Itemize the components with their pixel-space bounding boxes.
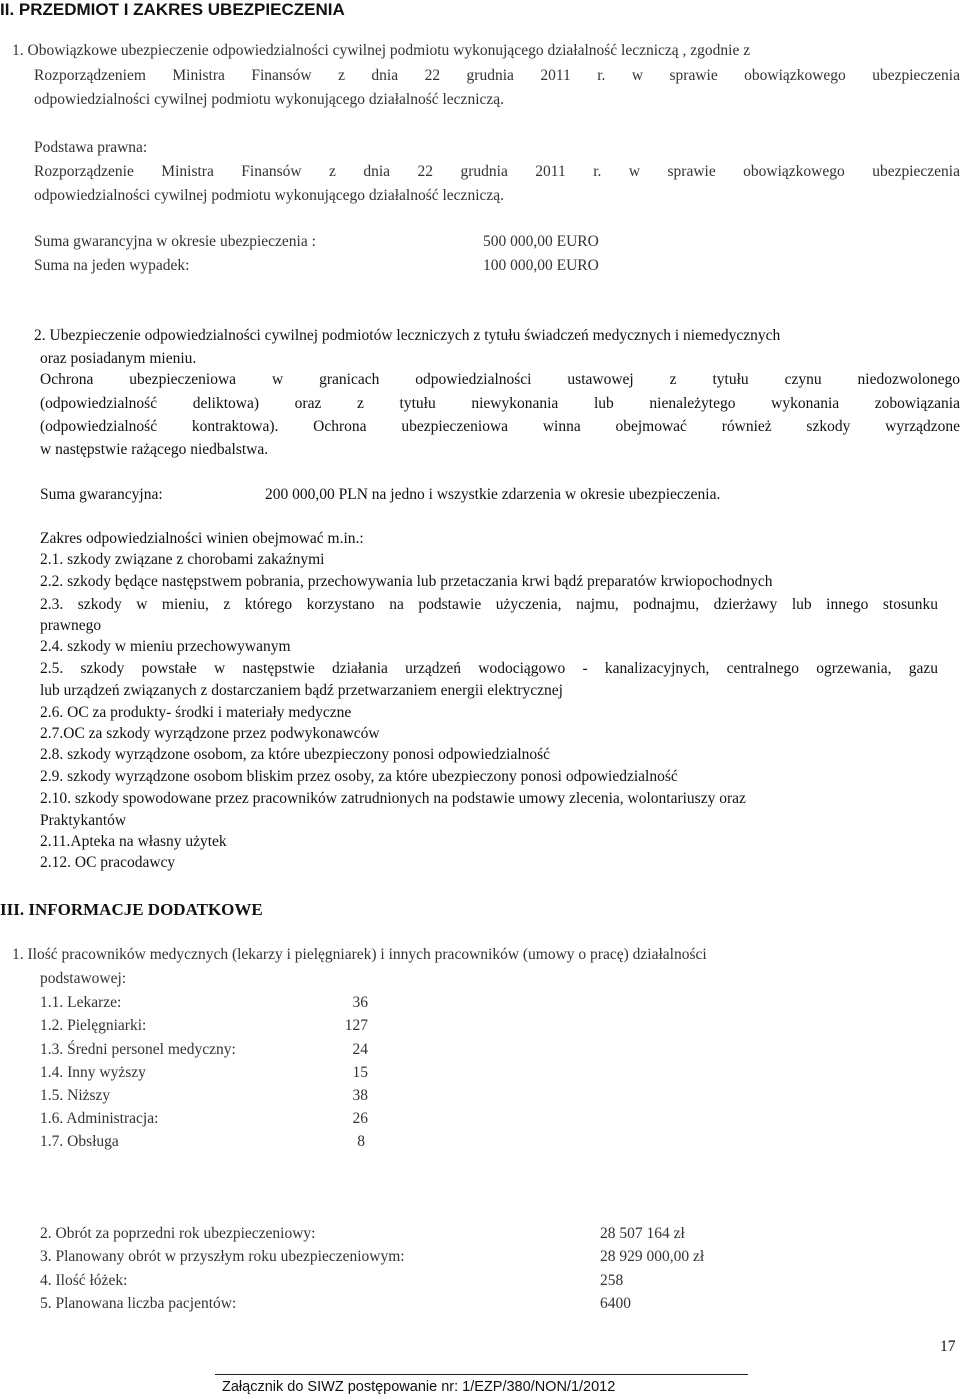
- staff-row-label: 1.3. Średni personel medyczny:: [40, 1041, 236, 1058]
- scope-line: Praktykantów: [40, 812, 127, 829]
- staff-row-value: 8: [357, 1133, 365, 1150]
- scope-line: 2.6. OC za produkty- środki i materiały medyczne: [40, 704, 352, 721]
- scope-line: 2.7.OC za szkody wyrządzone przez podwykonawców: [40, 725, 380, 742]
- staff-row-value: 24: [352, 1041, 368, 1058]
- figure-row-label: 4. Ilość łóżek:: [40, 1272, 128, 1289]
- staff-row-value: 127: [344, 1017, 368, 1034]
- staff-row-label: 1.4. Inny wyższy: [40, 1064, 146, 1081]
- figure-row-label: 2. Obrót za poprzedni rok ubezpieczeniowy:: [40, 1225, 316, 1242]
- staff-row-value: 15: [352, 1064, 368, 1081]
- item1-line1: 1. Obowiązkowe ubezpieczenie odpowiedzialności cywilnej podmiotu wykonującego działalność leczniczą , zgodnie z: [12, 42, 751, 59]
- staff-row-value: 36: [352, 994, 368, 1011]
- scope-line: 2.8. szkody wyrządzone osobom, za które ubezpieczony ponosi odpowiedzialność: [40, 746, 551, 763]
- sum-label-incident: Suma na jeden wypadek:: [34, 257, 190, 274]
- figure-row-value: 6400: [600, 1295, 631, 1312]
- scope-line: 2.1. szkody związane z chorobami zakaźnymi: [40, 551, 325, 568]
- scope-line: 2.10. szkody spowodowane przez pracowników zatrudnionych na podstawie umowy zlecenia, wolontariuszy oraz: [40, 790, 746, 807]
- staff-intro-line1: 1. Ilość pracowników medycznych (lekarzy i pielęgniarek) i innych pracowników (umowy o pracę) działalności: [12, 946, 707, 963]
- item2-sum-value: 200 000,00 PLN na jedno i wszystkie zdarzenia w okresie ubezpieczenia.: [265, 486, 721, 503]
- figure-row-label: 5. Planowana liczba pacjentów:: [40, 1295, 237, 1312]
- staff-row-label: 1.1. Lekarze:: [40, 994, 122, 1011]
- scope-line: 2.9. szkody wyrządzone osobom bliskim przez osoby, za które ubezpieczony ponosi odpowiedzialność: [40, 768, 678, 785]
- footer-rule: [215, 1374, 748, 1375]
- scope-line: 2.12. OC pracodawcy: [40, 854, 176, 871]
- scope-line: prawnego: [40, 617, 102, 634]
- staff-row-label: 1.6. Administracja:: [40, 1110, 159, 1127]
- figure-row-value: 258: [600, 1272, 624, 1289]
- scope-line: 2.3. szkody w mieniu, z którego korzystano na podstawie użyczenia, najmu, podnajmu, dzierżawy lub innego stosunku: [40, 596, 938, 613]
- item2-para-line2: (odpowiedzialność deliktowa) oraz z tytułu niewykonania lub nienależytego wykonania zobowiązania: [40, 395, 960, 412]
- scope-line: 2.5. szkody powstałe w następstwie działania urządzeń wodociągowo - kanalizacyjnych, centralnego ogrzewania, gazu: [40, 660, 938, 677]
- staff-row-value: 26: [352, 1110, 368, 1127]
- staff-intro-line2: podstawowej:: [40, 970, 127, 987]
- sum-label-period: Suma gwarancyjna w okresie ubezpieczenia :: [34, 233, 316, 250]
- page-number: 17: [940, 1338, 956, 1355]
- figure-row-value: 28 507 164 zł: [600, 1225, 685, 1242]
- staff-row-label: 1.5. Niższy: [40, 1087, 111, 1104]
- scope-line: 2.11.Apteka na własny użytek: [40, 833, 227, 850]
- item2-line2: oraz posiadanym mieniu.: [40, 350, 197, 367]
- legal-basis-line2: odpowiedzialności cywilnej podmiotu wykonującego działalność leczniczą.: [34, 187, 505, 204]
- legal-basis-line1: Rozporządzenie Ministra Finansów z dnia 22 grudnia 2011 r. w sprawie obowiązkowego ubezpieczenia: [34, 163, 960, 180]
- item1-line2: Rozporządzeniem Ministra Finansów z dnia 22 grudnia 2011 r. w sprawie obowiązkowego ubezpieczenia: [34, 67, 960, 84]
- section-ii-heading: II. PRZEDMIOT I ZAKRES UBEZPIECZENIA: [0, 0, 345, 19]
- section-iii-heading: III. INFORMACJE DODATKOWE: [0, 900, 263, 919]
- figure-row-value: 28 929 000,00 zł: [600, 1248, 705, 1265]
- legal-basis-label: Podstawa prawna:: [34, 139, 148, 156]
- item2-para-line3: (odpowiedzialność kontraktowa). Ochrona ubezpieczeniowa winna obejmować również szkody wyrządzone: [40, 418, 960, 435]
- scope-label: Zakres odpowiedzialności winien obejmować m.in.:: [40, 530, 364, 547]
- scope-line: 2.4. szkody w mieniu przechowywanym: [40, 638, 291, 655]
- staff-row-label: 1.2. Pielęgniarki:: [40, 1017, 147, 1034]
- sum-value-incident: 100 000,00 EURO: [483, 257, 599, 274]
- item1-line3: odpowiedzialności cywilnej podmiotu wykonującego działalność leczniczą.: [34, 91, 505, 108]
- staff-row-label: 1.7. Obsługa: [40, 1133, 119, 1150]
- item2-line1: 2. Ubezpieczenie odpowiedzialności cywilnej podmiotów leczniczych z tytułu świadczeń medycznych i niemedycznych: [34, 327, 781, 344]
- figure-row-label: 3. Planowany obrót w przyszłym roku ubezpieczeniowym:: [40, 1248, 405, 1265]
- scope-line: 2.2. szkody będące następstwem pobrania, przechowywania lub przetaczania krwi bądź preparatów krwiopochodnych: [40, 573, 773, 590]
- footer-text: Załącznik do SIWZ postępowanie nr: 1/EZP/380/NON/1/2012: [222, 1379, 616, 1395]
- item2-para-line1: Ochrona ubezpieczeniowa w granicach odpowiedzialności ustawowej z tytułu czynu niedozwolonego: [40, 371, 960, 388]
- item2-para-line4: w następstwie rażącego niedbalstwa.: [40, 441, 269, 458]
- sum-value-period: 500 000,00 EURO: [483, 233, 599, 250]
- staff-row-value: 38: [352, 1087, 368, 1104]
- scope-line: lub urządzeń związanych z dostarczaniem bądź przetwarzaniem energii elektrycznej: [40, 682, 563, 699]
- item2-sum-label: Suma gwarancyjna:: [40, 486, 163, 503]
